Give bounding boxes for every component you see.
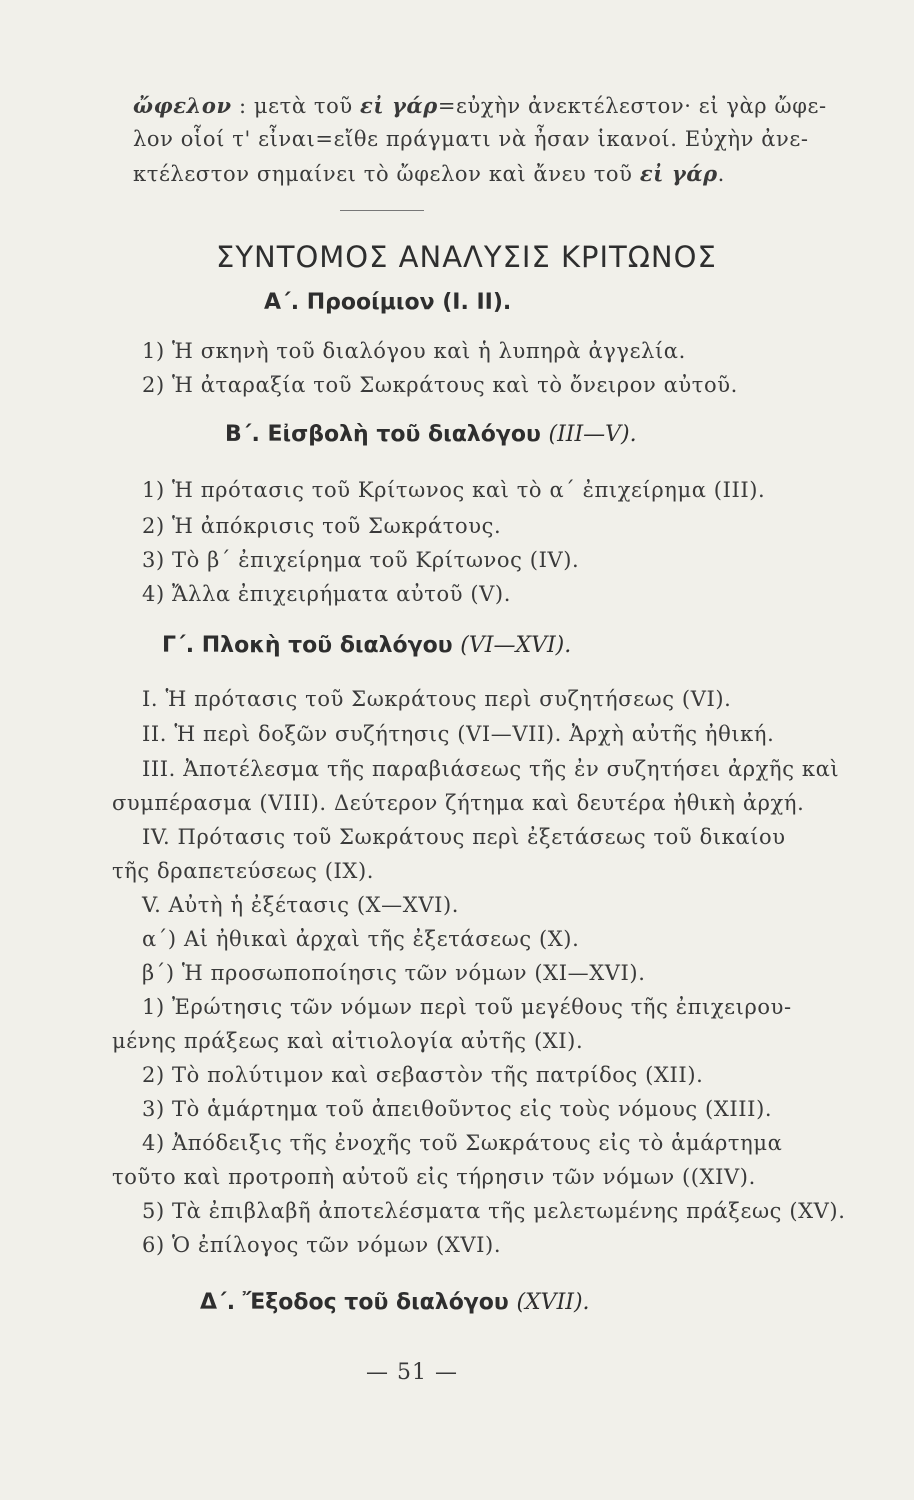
section-c-line: IV. Πρότασις τοῦ Σωκράτους περὶ ἐξετάσεως τοῦ δικαίου bbox=[142, 825, 786, 849]
section-a-heading: Α΄. Προοίμιον (Ι. ΙΙ). bbox=[264, 290, 512, 315]
section-b-item: 1) Ἡ πρότασις τοῦ Κρίτωνος καὶ τὸ α΄ ἐπιχείρημα (ΙΙΙ). bbox=[142, 478, 766, 502]
section-c-line: 1) Ἐρώτησις τῶν νόμων περὶ τοῦ μεγέθους τῆς ἐπιχειρου- bbox=[142, 995, 792, 1019]
section-c-line: μένης πράξεως καὶ αἰτιολογία αὐτῆς (XI). bbox=[112, 1029, 584, 1053]
section-b-title: Β΄. Εἰσβολὴ τοῦ διαλόγου bbox=[225, 422, 541, 447]
section-a-item: 2) Ἡ ἀταραξία τοῦ Σωκράτους καὶ τὸ ὄνειρον αὐτοῦ. bbox=[142, 373, 738, 397]
intro-line-2: λον οἷοί τ' εἶναι=εἴθε πράγματι νὰ ἦσαν ἱκανοί. Εὐχὴν ἀνε- bbox=[133, 127, 809, 151]
section-c-line: β΄) Ἡ προσωποποίησις τῶν νόμων (XI—XVI). bbox=[142, 961, 646, 985]
section-c-line: 4) Ἀπόδειξις τῆς ἐνοχῆς τοῦ Σωκράτους εἰς τὸ ἁμάρτημα bbox=[142, 1131, 783, 1155]
section-c-line: I. Ἡ πρότασις τοῦ Σωκράτους περὶ συζητήσεως (VI). bbox=[142, 687, 732, 711]
section-c-heading bbox=[162, 633, 571, 658]
section-b-item: 4) Ἄλλα ἐπιχειρήματα αὐτοῦ (V). bbox=[142, 582, 511, 606]
intro-term-ei-gar: εἰ γάρ bbox=[360, 93, 438, 118]
page-title: ΣΥΝΤΟΜΟΣ ΑΝΑΛΥΣΙΣ ΚΡΙΤΩΝΟΣ bbox=[216, 240, 717, 274]
intro-line-3-end: . bbox=[717, 162, 725, 186]
separator-rule bbox=[340, 210, 424, 211]
section-c-title: Γ΄. Πλοκὴ τοῦ διαλόγου bbox=[162, 633, 453, 658]
section-a-item: 1) Ἡ σκηνὴ τοῦ διαλόγου καὶ ἡ λυπηρὰ ἀγγελία. bbox=[142, 339, 686, 363]
section-b-ref: (III—V). bbox=[548, 422, 637, 447]
page-number: — 51 — bbox=[366, 1360, 458, 1385]
section-c-line: 2) Τὸ πολύτιμον καὶ σεβαστὸν τῆς πατρίδος (XII). bbox=[142, 1063, 704, 1087]
intro-line-3-term: εἰ γάρ bbox=[639, 161, 718, 186]
section-c-line: τοῦτο καὶ προτροπὴ αὐτοῦ εἰς τήρησιν τῶν νόμων ((XIV). bbox=[112, 1165, 756, 1189]
intro-rest: =εὐχὴν ἀνεκτέλεστον· εἰ γὰρ ὤφε- bbox=[437, 94, 827, 118]
section-b-item: 3) Τὸ β΄ ἐπιχείρημα τοῦ Κρίτωνος (IV). bbox=[142, 548, 580, 572]
section-c-line: τῆς δραπετεύσεως (IX). bbox=[112, 859, 375, 883]
section-c-line: α΄) Αἱ ἠθικαὶ ἀρχαὶ τῆς ἐξετάσεως (X). bbox=[142, 927, 580, 951]
section-c-line: συμπέρασμα (VIII). Δεύτερον ζήτημα καὶ δευτέρα ἠθικὴ ἀρχή. bbox=[112, 791, 805, 815]
section-c-line: II. Ἡ περὶ δοξῶν συζήτησις (VI—VII). Ἀρχὴ αὐτῆς ἠθική. bbox=[142, 722, 775, 746]
section-c-line: 5) Τὰ ἐπιβλαβῆ ἀποτελέσματα τῆς μελετωμένης πράξεως (XV). bbox=[142, 1199, 846, 1223]
section-c-ref: (VI—XVI). bbox=[460, 633, 572, 658]
section-c-line: III. Ἀποτέλεσμα τῆς παραβιάσεως τῆς ἐν συζητήσει ἀρχῆς καὶ bbox=[142, 757, 840, 781]
section-c-line: 3) Τὸ ἁμάρτημα τοῦ ἀπειθοῦντος εἰς τοὺς νόμους (XIII). bbox=[142, 1097, 773, 1121]
intro-term: ὤφελον bbox=[133, 93, 232, 118]
intro-line-3 bbox=[133, 161, 725, 186]
section-c-line: V. Αὐτὴ ἡ ἐξέτασις (X—XVI). bbox=[142, 893, 460, 917]
section-d-ref: (XVII). bbox=[516, 1290, 590, 1315]
section-d-title: Δ΄. Ἔξοδος τοῦ διαλόγου bbox=[200, 1290, 509, 1315]
section-c-line: 6) Ὁ ἐπίλογος τῶν νόμων (XVI). bbox=[142, 1233, 502, 1257]
intro-line-3-text: κτέλεστον σημαίνει τὸ ὤφελον καὶ ἄνευ τοῦ bbox=[133, 162, 640, 186]
section-d-heading bbox=[200, 1290, 590, 1315]
intro-line-1 bbox=[133, 93, 827, 118]
section-b-heading bbox=[225, 422, 637, 447]
section-b-item: 2) Ἡ ἀπόκρισις τοῦ Σωκράτους. bbox=[142, 514, 502, 538]
intro-sep: : μετὰ τοῦ bbox=[231, 94, 361, 118]
